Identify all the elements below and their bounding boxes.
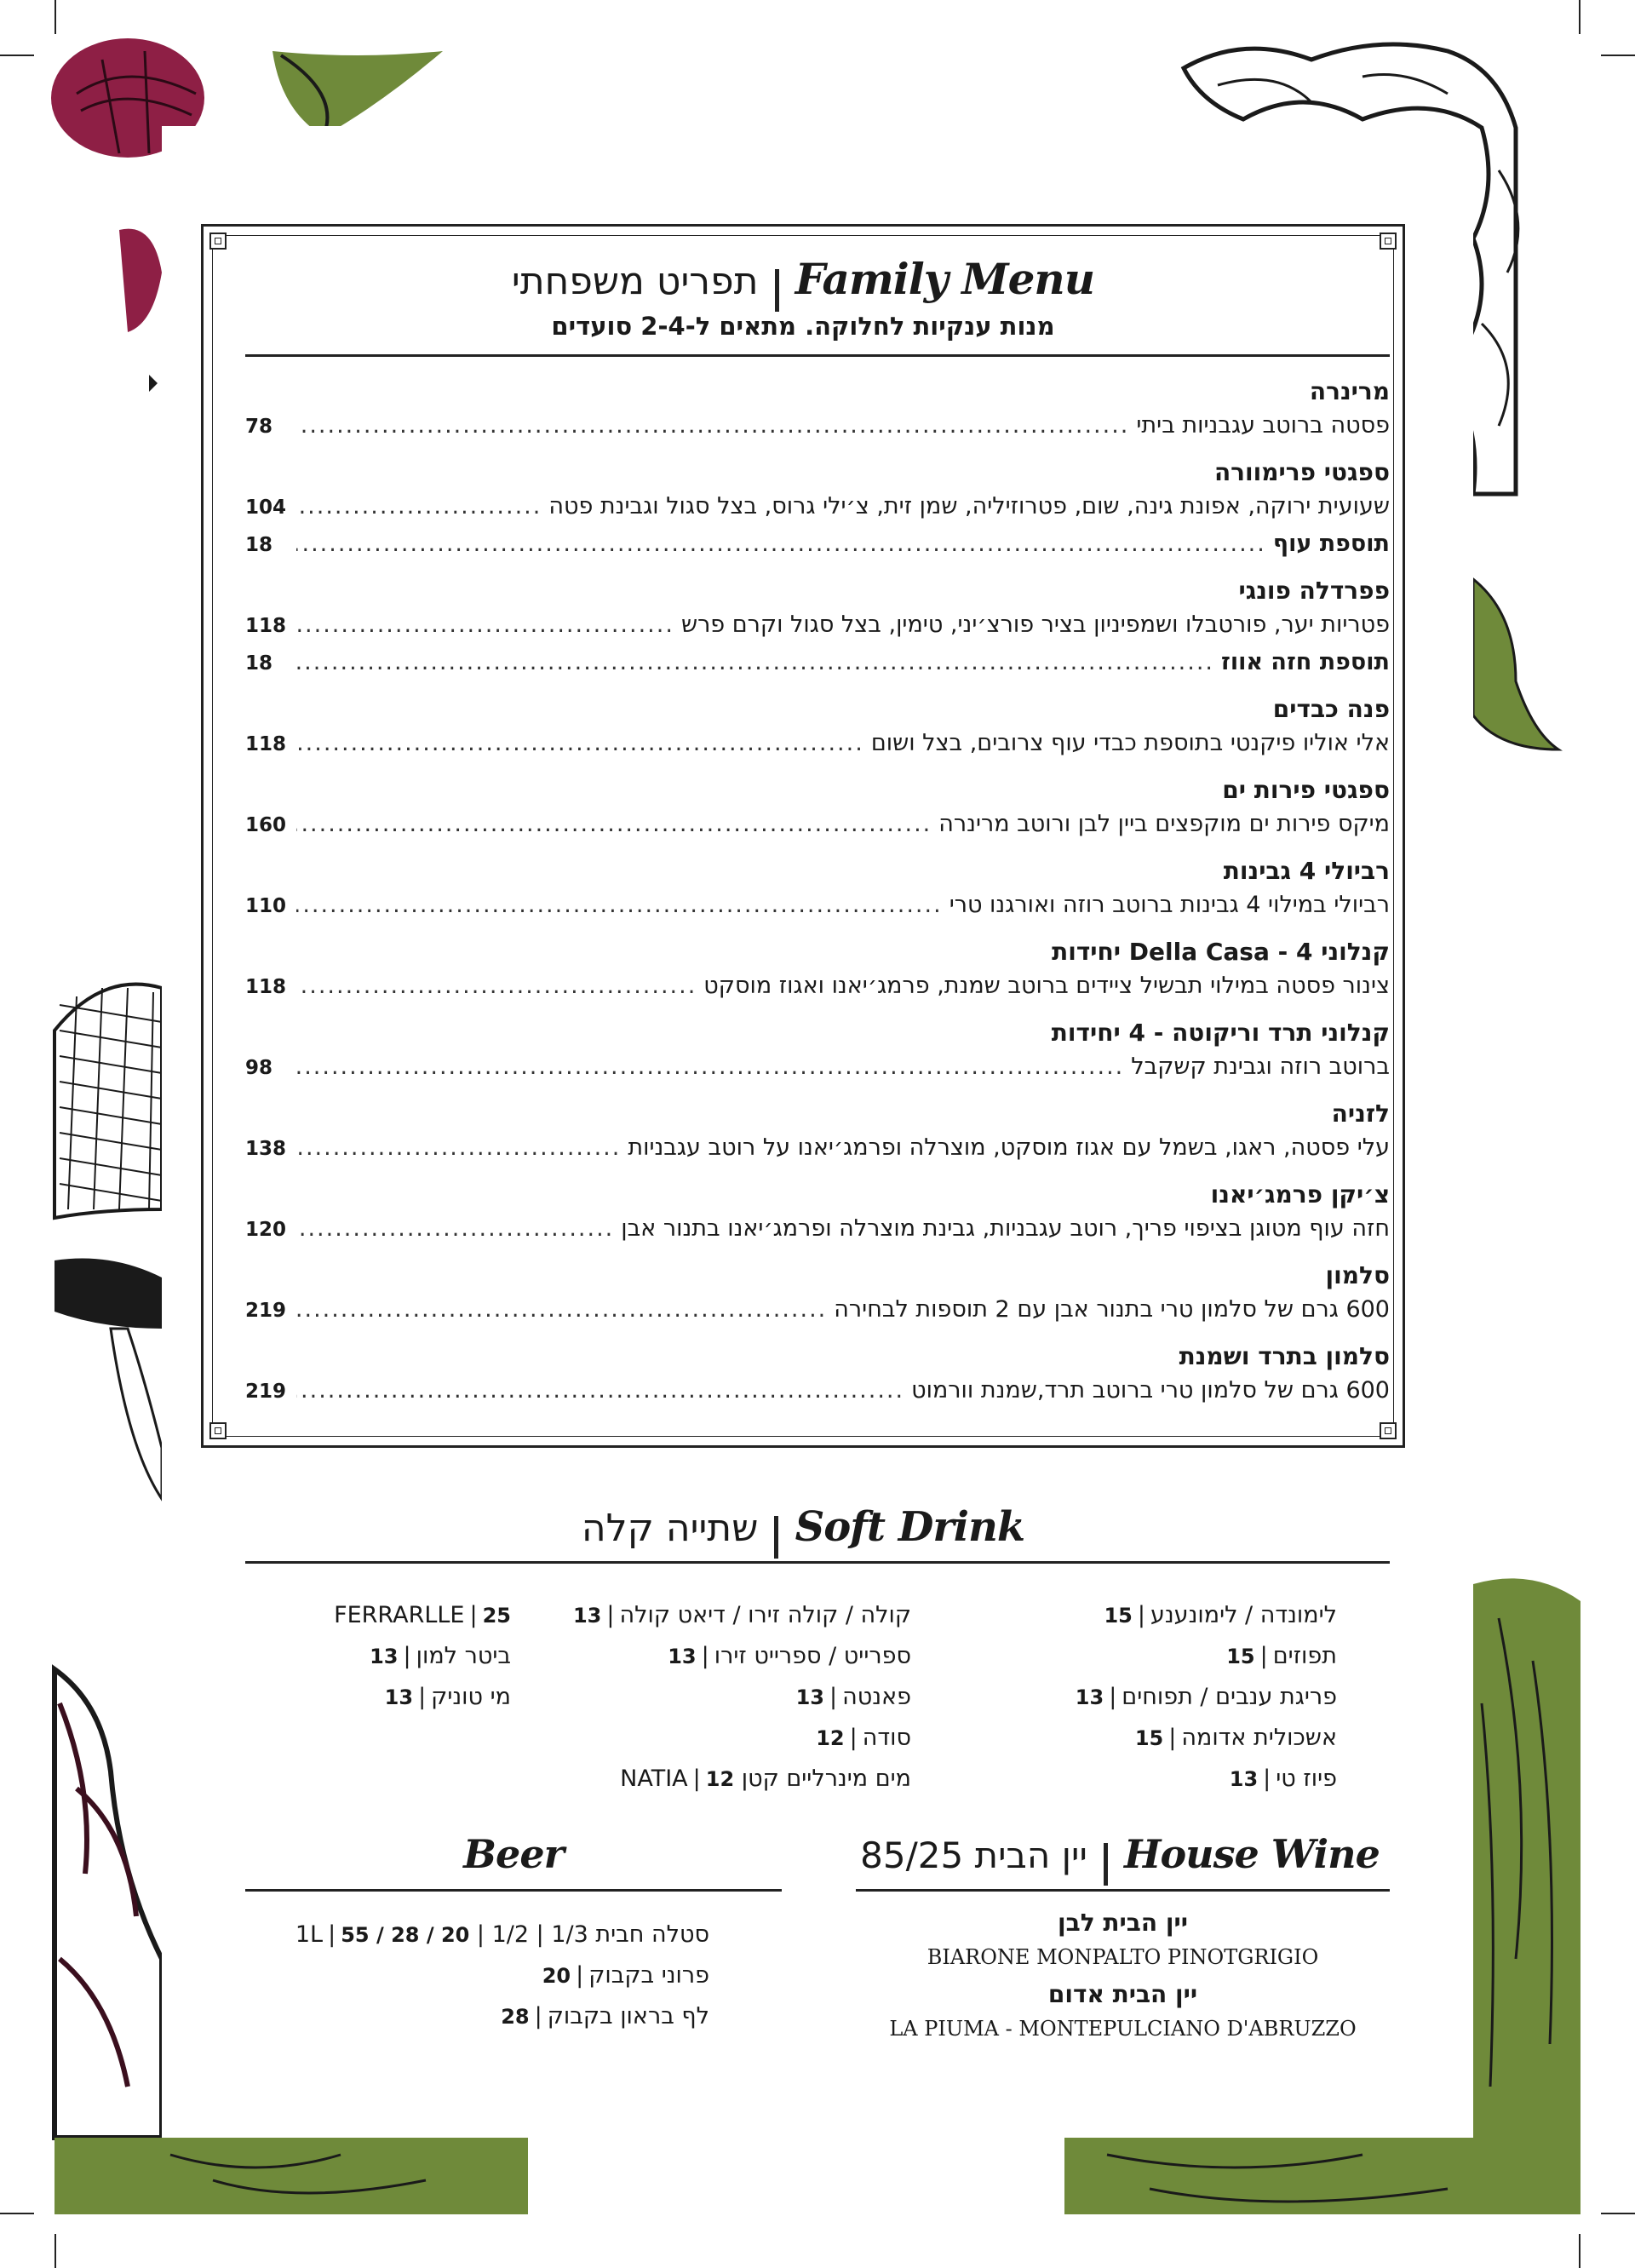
family-menu-subtitle: מנות ענקיות לחלוקה. מתאים ל-2-4 סועדים [551,312,1055,341]
crop-mark [0,2213,34,2214]
beer-price: 20 [542,1964,571,1988]
menu-item-row [245,726,1390,764]
drink-name: פריגת ענבים / תפוחים [1122,1684,1337,1710]
leader-dots [296,409,1129,443]
leader-dots [296,969,697,1003]
beer-price: 28 [501,2005,530,2029]
white-wine-name: BIARONE MONPALTO PINOTGRIGIO [926,1945,1319,1969]
leader-dots [296,1374,904,1408]
frame-corner-ornament [1380,1422,1397,1439]
house-wine-title [852,1831,1388,1886]
menu-item [245,1016,1390,1088]
crop-mark [0,55,34,56]
beer-title-english: Beer [463,1831,564,1877]
white-wine-label: יין הבית לבן [1058,1909,1188,1937]
crop-mark [1601,2213,1635,2214]
menu-item-name: פנה כבדים [1272,695,1390,723]
menu-item-price: 160 [245,814,287,836]
menu-item-row [245,527,1390,565]
menu-item-price: 118 [245,733,287,755]
drink-item: פריגת ענבים / תפוחים|13 [1075,1684,1337,1710]
menu-item [245,1178,1390,1249]
menu-item-description: רביולי במילוי 4 גבינות ברוטב רוזה ואורגנו טרי [949,892,1390,918]
drink-name: פאנטה [842,1684,911,1710]
leader-dots [296,1131,621,1165]
beer-item: פרוני בקבוק|20 [542,1962,709,1989]
drink-price: 15 [1226,1645,1255,1668]
house-wine-title-english: House Wine [1124,1831,1380,1877]
menu-item-price: 18 [245,652,273,675]
leader-dots [296,646,1214,680]
menu-item [245,773,1390,845]
drink-name: מים מינרליים קטן NATIA [620,1766,911,1792]
menu-item [245,574,1390,683]
menu-item-row [245,646,1390,683]
house-wine-list [856,1906,1390,2046]
beer-list [245,1915,709,2037]
drink-item: אשכולית אדומה|15 [1134,1725,1337,1751]
soft-drinks-col-right [1076,1595,1337,1800]
beer-item: לף בראון בקבוק|28 [501,2003,709,2030]
drink-price: 13 [572,1604,602,1628]
menu-item-name: קנלוני Della Casa - 4 יחידות [1052,938,1390,966]
drink-name: סודה [862,1725,911,1751]
menu-item [245,456,1390,565]
beer-item: סטלה חבית 1/3 | 1/2 | 1L| 55 / 28 / 20 [295,1921,709,1948]
beer-price: 55 / 28 / 20 [341,1923,470,1947]
family-menu-title [201,254,1405,312]
menu-card [162,126,1473,2138]
menu-item-row [245,409,1390,446]
frame-corner-ornament [209,233,227,250]
leader-dots [296,888,943,922]
menu-item-price: 138 [245,1138,287,1160]
drink-price: 13 [795,1685,825,1709]
drink-price: 12 [705,1767,735,1791]
menu-item-description: צינור פסטה במילוי תבשיל ציידים ברוטב שמנת, פרמג׳יאנו ואגוז מוסקט [703,973,1390,999]
frame-corner-ornament [1380,233,1397,250]
menu-item-price: 110 [245,895,287,917]
menu-item-price: 118 [245,976,287,998]
drink-price: 12 [816,1726,845,1750]
menu-item-name: סלמון [1325,1261,1390,1289]
menu-item-row [245,1212,1390,1249]
drink-name: מי טוניק [431,1684,511,1710]
beer-title [245,1831,782,1877]
menu-item [245,692,1390,764]
menu-item-description: שעועית ירוקה, אפונת גינה, שום, פטרוזיליה, שמן זית, צ׳ילי גרוס, בצל סגול וגבינת פטה [548,493,1390,520]
crop-mark [1601,55,1635,56]
leader-dots [296,527,1266,561]
beer-name: פרוני בקבוק [588,1962,709,1989]
leader-dots [296,490,542,524]
drink-price: 13 [370,1645,399,1668]
menu-item-name: סלמון בתרד ושמנת [1179,1342,1390,1370]
menu-item-description: אלי אוליו פיקנטי בתוספת כבדי עוף צרובים, בצל ושום [870,730,1390,756]
drink-price: 15 [1134,1726,1164,1750]
menu-item-price: 104 [245,497,287,519]
drink-item: מים מינרליים קטן NATIA| 12 [620,1766,911,1792]
drink-item: פיוז טי|13 [1229,1766,1337,1792]
menu-item-description: 600 גרם של סלמון טרי ברוטב תרד,שמנת וורמוט [911,1377,1390,1404]
menu-item-name: ספגטי פירות ים [1222,776,1390,804]
family-menu-title-hebrew: תפריט משפחתי [511,260,759,303]
menu-item-row [245,888,1390,926]
soft-drink-divider [245,1561,1390,1564]
family-menu-title-english: Family Menu [795,254,1095,304]
leader-dots [296,608,674,642]
menu-item-name: צ׳יקן פרמג׳יאנו [1210,1180,1390,1209]
menu-item [245,854,1390,926]
soft-drinks-col-left [334,1595,511,1718]
frame-corner-ornament [209,1422,227,1439]
drink-name: לימונדה / לימונענע [1150,1602,1337,1628]
menu-item-row [245,1374,1390,1411]
leader-dots [296,1293,827,1327]
crop-mark [54,2234,56,2268]
drink-name: FERRARLLE [334,1602,465,1628]
family-menu-items [245,375,1390,1421]
menu-item-description: 600 גרם של סלמון טרי בתנור אבן עם 2 תוספות לבחירה [834,1296,1390,1323]
house-wine-divider [856,1889,1390,1892]
menu-item-description: תוספת חזה אווז [1221,649,1390,675]
drink-name: ביטר למון [416,1643,511,1669]
drink-price: 25 [482,1604,511,1628]
drink-price: 13 [1075,1685,1104,1709]
drink-item: לימונדה / לימונענע|15 [1104,1602,1337,1628]
drink-price: 13 [1229,1767,1259,1791]
red-wine-label: יין הבית אדום [1047,1980,1198,2008]
menu-item-row [245,608,1390,646]
menu-item-description: חזה עוף מטוגן בציפוי פריך, רוטב עגבניות, גבינת מוצרלה ופרמג׳יאנו בתנור אבן [621,1215,1390,1242]
drink-item: ביטר למון|13 [370,1643,511,1669]
drink-price: 13 [384,1685,414,1709]
menu-item-description: פטריות יער, פורטבלו ושמפיניון בציר פורצ׳יני, טימין, בצל סגול וקרם פרש [680,611,1390,638]
menu-item-name: פפרדלה פונגי [1238,577,1390,605]
leader-dots [296,1212,614,1246]
menu-item-name: לזניה [1331,1100,1390,1128]
soft-drink-title-hebrew: שתייה קלה [581,1507,759,1550]
menu-item-row [245,1050,1390,1088]
menu-item [245,1259,1390,1330]
drink-name: אשכולית אדומה [1181,1725,1337,1751]
menu-item-description: עלי פסטה, ראגו, בשמל עם אגוז מוסקט, מוצרלה ופרמג׳יאנו על רוטב עגבניות [628,1134,1390,1161]
menu-item-price: 18 [245,534,273,556]
soft-drink-title-english: Soft Drink [795,1503,1025,1551]
menu-item [245,935,1390,1007]
drink-item: ספרייט / ספרייט זירו|13 [668,1643,911,1669]
menu-item-row [245,1131,1390,1168]
menu-item-description: מיקס פירות ים מוקפצים ביין לבן ורוטב מרינרה [938,811,1390,837]
crop-mark [1579,2234,1580,2268]
drink-name: פיוז טי [1276,1766,1337,1792]
menu-item-price: 219 [245,1300,287,1322]
drink-item: תפוזים|15 [1226,1643,1337,1669]
menu-item-name: קנלוני תרד וריקוטה - 4 יחידות [1051,1019,1390,1047]
menu-item-name: מרינרה [1309,377,1390,405]
menu-item-name: ספגטי פרימוורה [1213,458,1390,486]
leader-dots [296,726,864,761]
beer-divider [245,1889,782,1892]
menu-item-price: 78 [245,416,273,438]
soft-drinks-col-middle [573,1595,911,1800]
menu-item-price: 219 [245,1381,287,1403]
menu-item [245,375,1390,446]
menu-item-row [245,490,1390,527]
drink-name: תפוזים [1272,1643,1337,1669]
beer-name: סטלה חבית 1/3 | 1/2 | 1L [295,1921,709,1948]
drink-item: FERRARLLE | 25 [334,1602,511,1628]
drink-name: קולה / קולה זירו / דיאט קולה [619,1602,911,1628]
drink-item: מי טוניק|13 [384,1684,511,1710]
beer-name: לף בראון בקבוק [547,2003,709,2030]
menu-item [245,1340,1390,1411]
drink-item: קולה / קולה זירו / דיאט קולה|13 [572,1602,911,1628]
menu-item-row [245,1293,1390,1330]
menu-item-price: 98 [245,1057,273,1079]
menu-item-row [245,807,1390,845]
crop-mark [1579,0,1580,34]
leader-dots [296,1050,1124,1084]
menu-item [245,1097,1390,1168]
house-wine-title-hebrew: יין הבית 85/25 [860,1834,1087,1876]
crop-mark [54,0,56,34]
drink-item: פאנטה|13 [795,1684,911,1710]
menu-item-row [245,969,1390,1007]
drink-price: 15 [1104,1604,1133,1628]
menu-item-name: רביולי 4 גבינות [1223,857,1390,885]
menu-item-description: ברוטב רוזה וגבינת קשקבל [1131,1054,1390,1080]
title-divider [245,354,1390,357]
menu-item-price: 120 [245,1219,287,1241]
menu-item-description: תוספת עוף [1272,531,1390,557]
menu-item-price: 118 [245,615,287,637]
leader-dots [296,807,932,841]
drink-price: 13 [668,1645,697,1668]
menu-item-description: פסטה ברוטב עגבניות ביתי [1136,412,1390,439]
soft-drink-title [201,1503,1405,1559]
drink-item: סודה|12 [816,1725,911,1751]
red-wine-name: LA PIUMA - MONTEPULCIANO D'ABRUZZO [889,2017,1357,2041]
drink-name: ספרייט / ספרייט זירו [714,1643,911,1669]
